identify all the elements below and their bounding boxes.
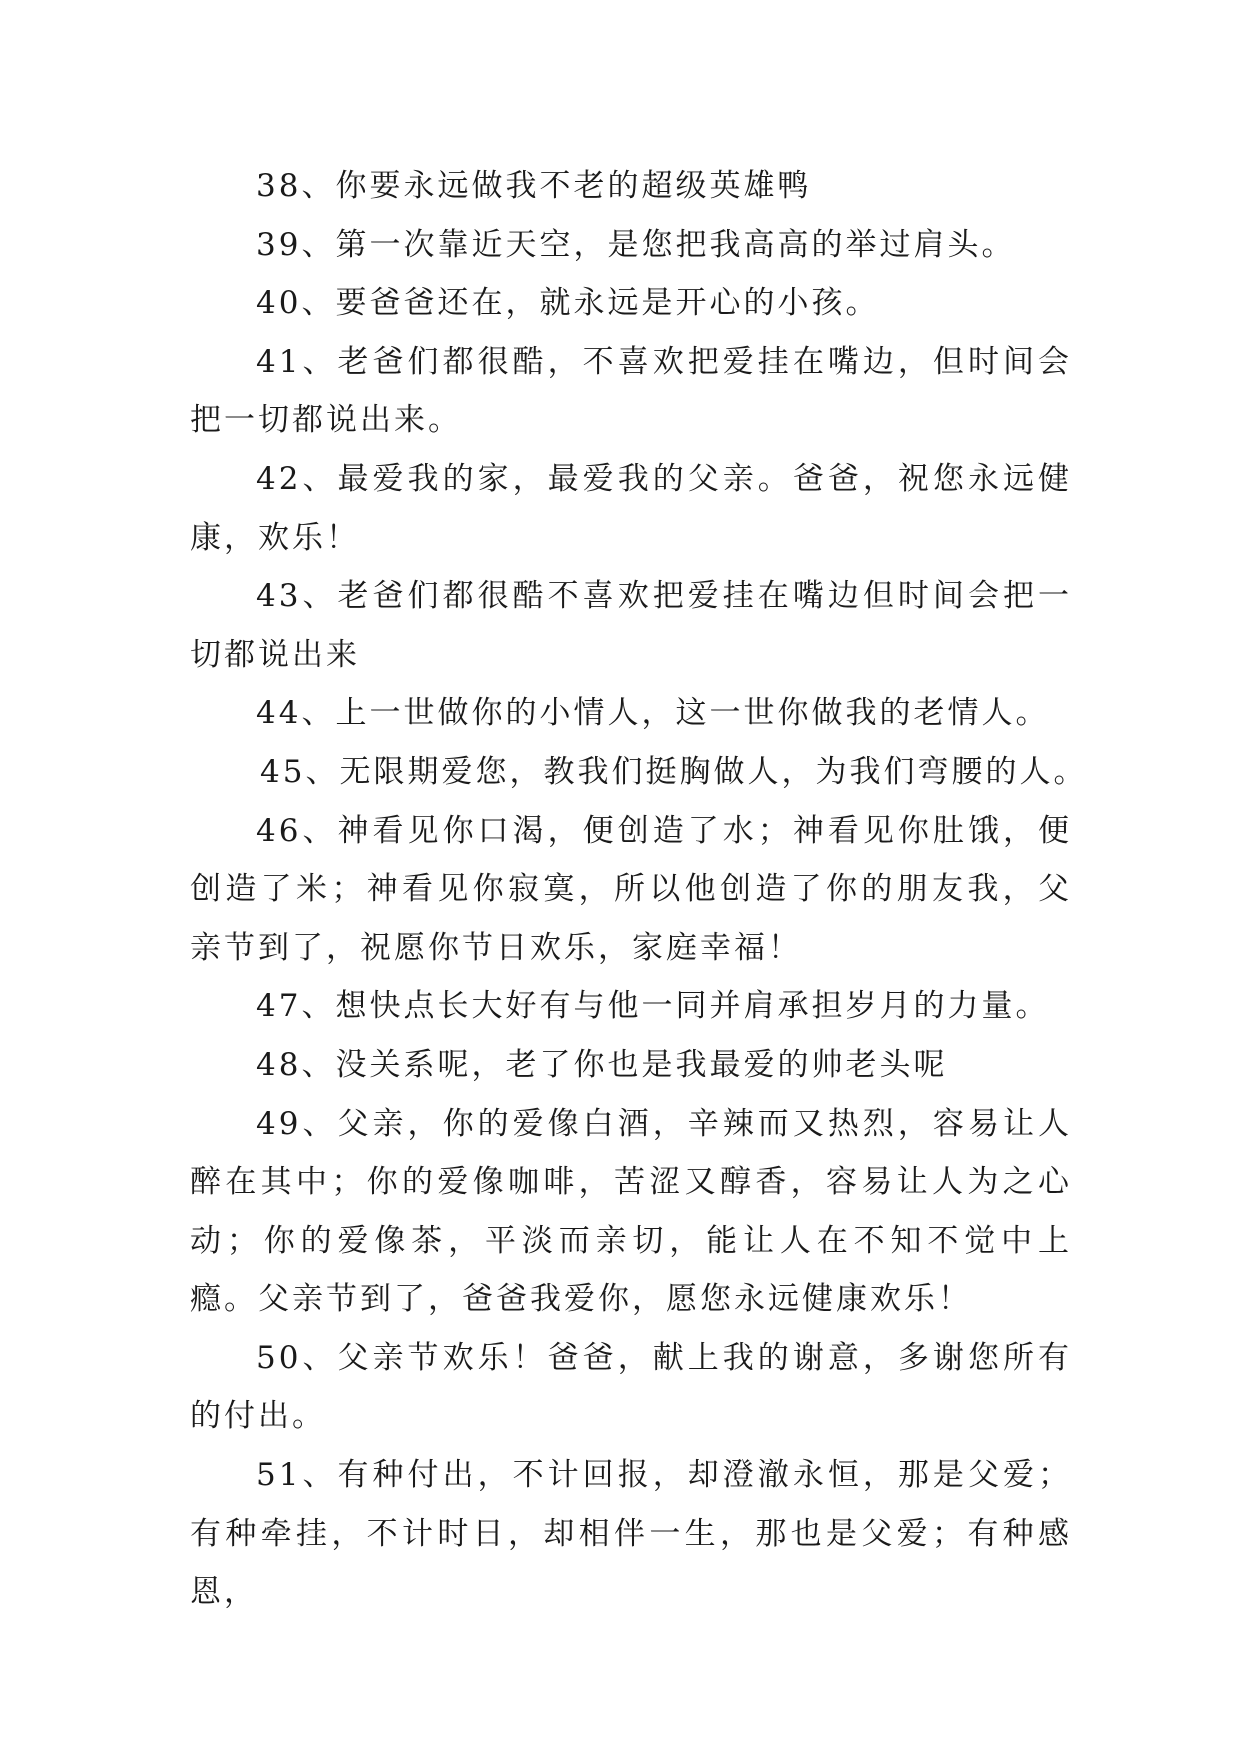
paragraph-43: 43、老爸们都很酷不喜欢把爱挂在嘴边但时间会把一切都说出来 bbox=[190, 578, 1072, 673]
paragraph-48: 48、没关系呢，老了你也是我最爱的帅老头呢 bbox=[256, 1046, 948, 1083]
paragraph-50: 50、父亲节欢乐！爸爸，献上我的谢意，多谢您所有的付出。 bbox=[190, 1339, 1072, 1435]
paragraph-38: 38、你要永远做我不老的超级英雄鸭 bbox=[256, 168, 812, 204]
paragraph-45: 45、无限期爱您，教我们挺胸做人，为我们弯腰的人。 bbox=[260, 753, 1088, 790]
paragraph-39: 39、第一次靠近天空，是您把我高高的举过肩头。 bbox=[256, 226, 1016, 263]
paragraph-47: 47、想快点长大好有与他一同并肩承担岁月的力量。 bbox=[256, 988, 1050, 1025]
paragraph-42: 42、最爱我的家，最爱我的父亲。爸爸，祝您永远健康，欢乐！ bbox=[190, 460, 1072, 556]
paragraph-49: 49、父亲，你的爱像白酒，辛辣而又热烈，容易让人醉在其中；你的爱像咖啡，苦涩又醇香，容易让人为之心动；你的爱像茶，平淡而亲切，能让人在不知不觉中上瘾。父亲节到了，爸爸我爱你，愿您永远健康欢乐！ bbox=[190, 1105, 1072, 1318]
document-body bbox=[190, 157, 1088, 1622]
paragraph-46: 46、神看见你口渴，便创造了水；神看见你肚饿，便创造了米；神看见你寂寞，所以他创造了你的朋友我，父亲节到了，祝愿你节日欢乐，家庭幸福！ bbox=[190, 812, 1072, 966]
paragraph-41: 41、老爸们都很酷，不喜欢把爱挂在嘴边，但时间会把一切都说出来。 bbox=[190, 343, 1072, 439]
paragraph-40: 40、要爸爸还在，就永远是开心的小孩。 bbox=[256, 285, 880, 322]
paragraph-44: 44、上一世做你的小情人，这一世你做我的老情人。 bbox=[256, 695, 1050, 732]
paragraph-51: 51、有种付出，不计回报，却澄澈永恒，那是父爱；有种牵挂，不计时日，却相伴一生，那也是父爱；有种感恩， bbox=[190, 1457, 1072, 1611]
